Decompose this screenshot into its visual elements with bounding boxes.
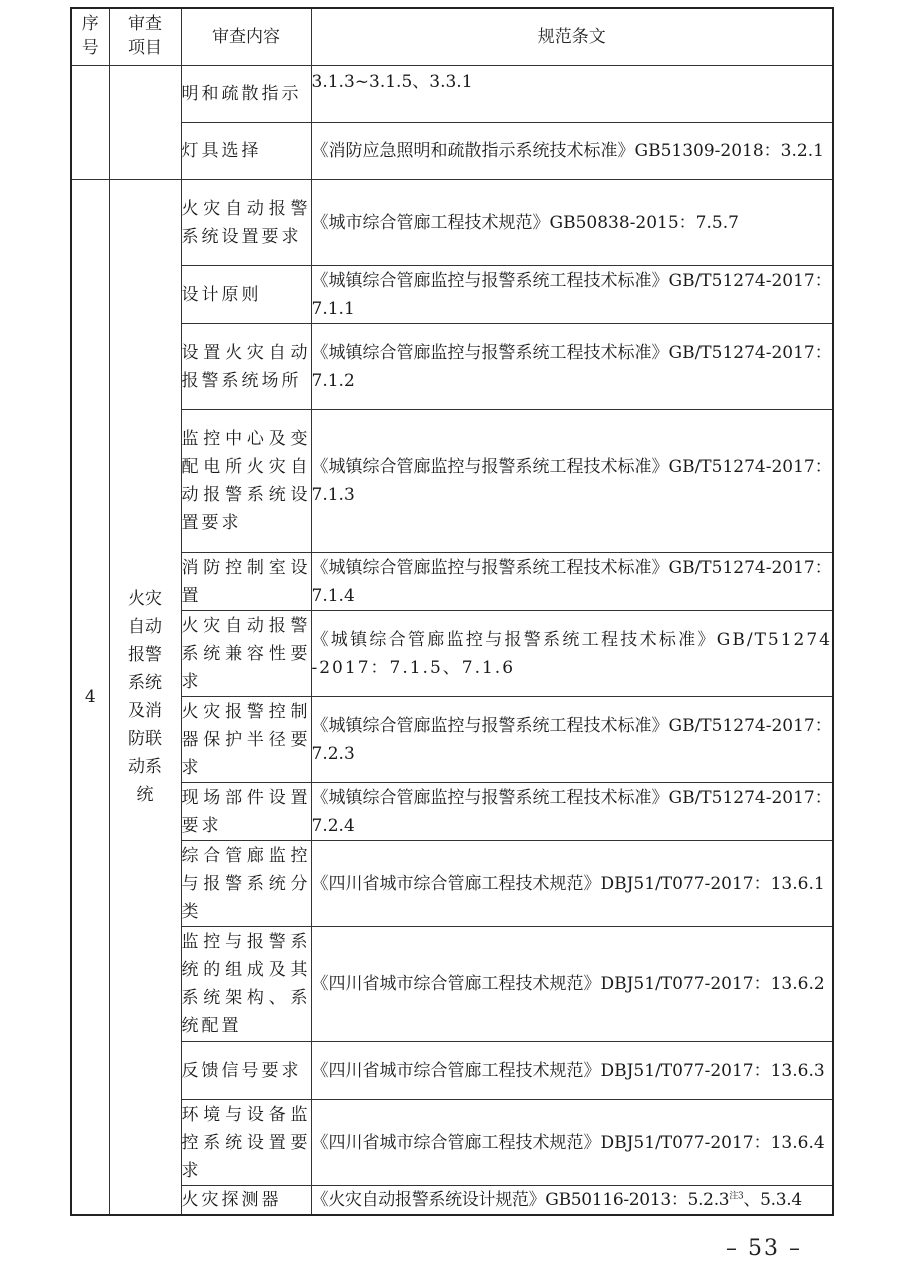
content-cell: 明和疏散指示 (181, 66, 311, 123)
table-row (71, 324, 833, 410)
standard-main-text: 《火灾自动报警系统设计规范》GB50116-2013：5.2.3 (311, 1190, 730, 1210)
table-row (71, 180, 833, 266)
table-row (71, 697, 833, 783)
header-serial-number (71, 8, 109, 66)
standard-cell (311, 1186, 833, 1216)
standard-cell: 《四川省城市综合管廊工程技术规范》DBJ51/T077-2017：13.6.4 (311, 1100, 833, 1186)
content-cell: 反馈信号要求 (181, 1042, 311, 1100)
content-cell: 消防控制室设置 (181, 553, 311, 611)
content-cell: 灯具选择 (181, 123, 311, 180)
standard-cell: 《城镇综合管廊监控与报警系统工程技术标准》GB/T51274-2017：7.2.3 (311, 697, 833, 783)
header-item-line1: 审查 (128, 14, 162, 34)
table-row (71, 927, 833, 1042)
header-review-item (109, 8, 181, 66)
standard-cell: 《四川省城市综合管廊工程技术规范》DBJ51/T077-2017：13.6.1 (311, 841, 833, 927)
item-cell-empty (109, 66, 181, 180)
header-standard-clause: 规范条文 (311, 8, 833, 66)
standard-cell: 《四川省城市综合管廊工程技术规范》DBJ51/T077-2017：13.6.2 (311, 927, 833, 1042)
table-header-row (71, 8, 833, 66)
standard-cell: 《城镇综合管廊监控与报警系统工程技术标准》GB/T51274-2017：7.1.3 (311, 410, 833, 553)
content-cell: 监控与报警系统的组成及其系统架构、系统配置 (181, 927, 311, 1042)
content-cell: 火灾探测器 (181, 1186, 311, 1216)
standard-tail-text: 、5.3.4 (743, 1190, 802, 1210)
standard-cell: 《城镇综合管廊监控与报警系统工程技术标准》GB/T51274-2017：7.1.2 (311, 324, 833, 410)
standard-footnote-mark: 注3 (729, 1191, 744, 1202)
standard-cell: 3.1.3~3.1.5、3.3.1 (311, 66, 833, 123)
page-number: – 53 – (726, 1236, 802, 1261)
content-cell: 监控中心及变配电所火灾自动报警系统设置要求 (181, 410, 311, 553)
standard-cell: 《四川省城市综合管廊工程技术规范》DBJ51/T077-2017：13.6.3 (311, 1042, 833, 1100)
standard-cell: 《城镇综合管廊监控与报警系统工程技术标准》GB/T51274-2017：7.1.1 (311, 266, 833, 324)
standard-cell: 《城镇综合管廊监控与报警系统工程技术标准》GB/T51274-2017：7.1.4 (311, 553, 833, 611)
table-row (71, 1100, 833, 1186)
section-review-item (109, 180, 181, 1216)
content-cell: 火灾自动报警系统设置要求 (181, 180, 311, 266)
content-cell: 综合管廊监控与报警系统分类 (181, 841, 311, 927)
table-row (71, 123, 833, 180)
section-item-text: 火灾自动报警系统及消防联动系统 (127, 589, 162, 805)
content-cell: 环境与设备监控系统设置要求 (181, 1100, 311, 1186)
standard-cell: 《城市综合管廊工程技术规范》GB50838-2015：7.5.7 (311, 180, 833, 266)
serial-cell-empty (71, 66, 109, 180)
standard-cell: 《消防应急照明和疏散指示系统技术标准》GB51309-2018：3.2.1 (311, 123, 833, 180)
content-cell: 设置火灾自动报警系统场所 (181, 324, 311, 410)
table-row (71, 1186, 833, 1216)
content-cell: 火灾自动报警系统兼容性要求 (181, 611, 311, 697)
table-row (71, 841, 833, 927)
header-serial-line1: 序 (81, 14, 99, 34)
content-cell: 火灾报警控制器保护半径要求 (181, 697, 311, 783)
table-row (71, 553, 833, 611)
review-table (70, 7, 834, 1216)
table-row (71, 66, 833, 123)
content-cell: 设计原则 (181, 266, 311, 324)
header-review-content: 审查内容 (181, 8, 311, 66)
standard-cell: 《城镇综合管廊监控与报警系统工程技术标准》GB/T51274-2017：7.1.5、7.1.6 (311, 611, 833, 697)
table-row (71, 410, 833, 553)
standard-cell: 《城镇综合管廊监控与报警系统工程技术标准》GB/T51274-2017：7.2.4 (311, 783, 833, 841)
content-cell: 现场部件设置要求 (181, 783, 311, 841)
header-serial-line2: 号 (81, 38, 99, 58)
table-row (71, 266, 833, 324)
header-item-line2: 项目 (128, 38, 162, 58)
table-row (71, 611, 833, 697)
table-row (71, 1042, 833, 1100)
table-row (71, 783, 833, 841)
section-number: 4 (71, 180, 109, 1216)
